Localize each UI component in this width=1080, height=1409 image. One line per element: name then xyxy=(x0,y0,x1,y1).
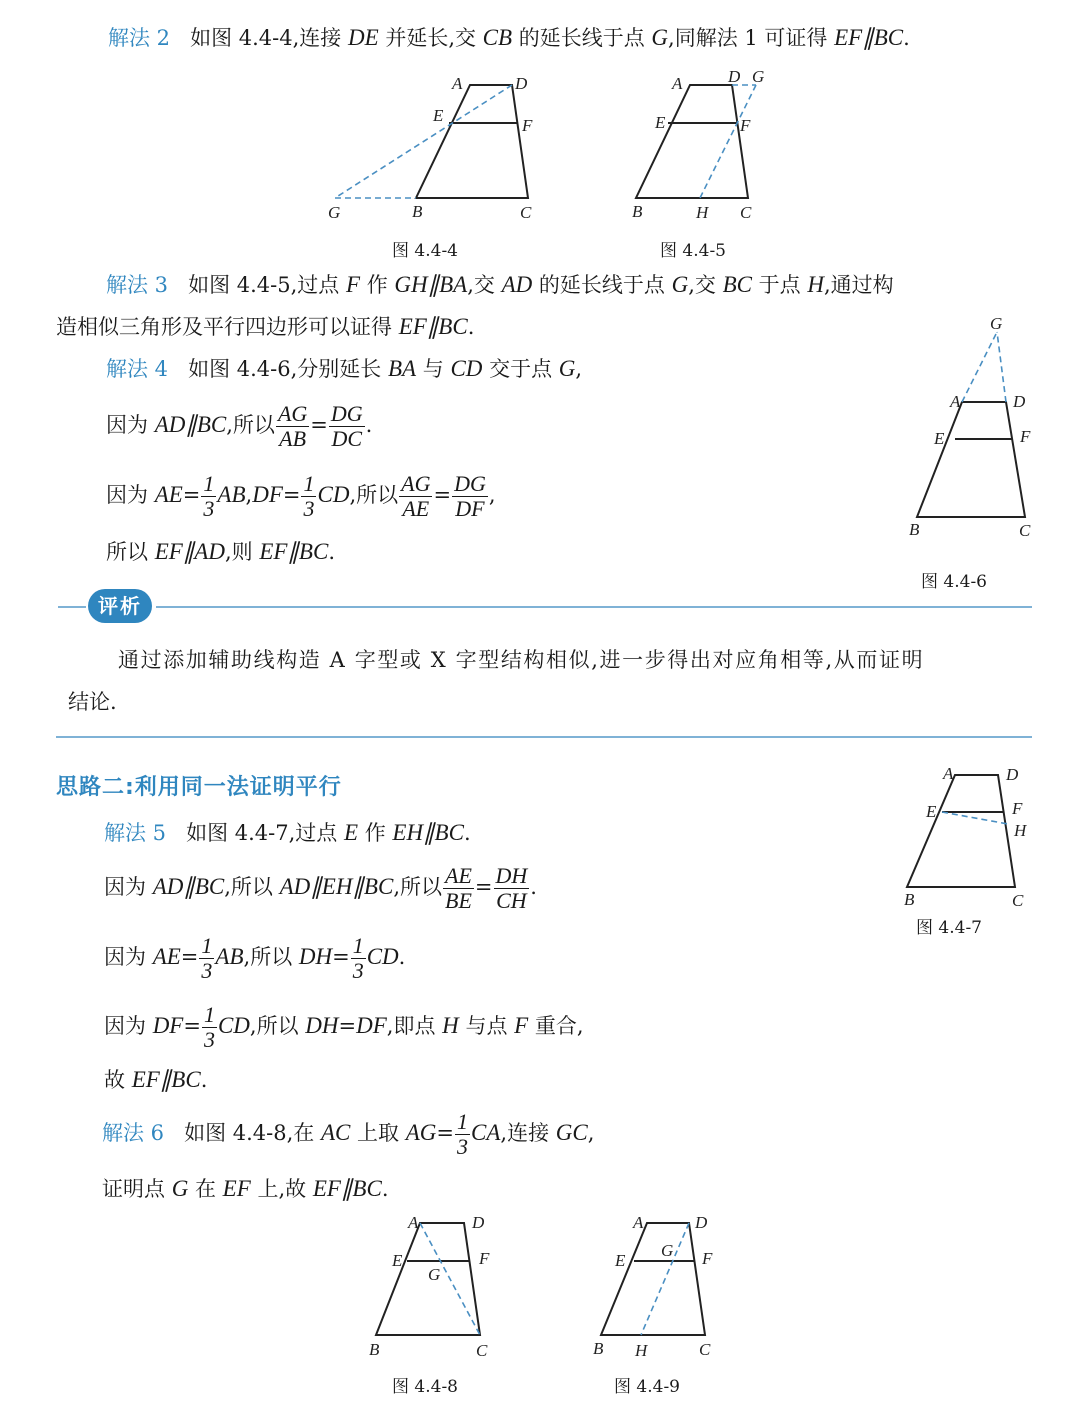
text: 因为 xyxy=(104,945,153,969)
text: 作 xyxy=(358,821,393,845)
label-b: B xyxy=(593,1339,604,1358)
figure-caption: 图 4.4-6 xyxy=(921,572,987,592)
math: G xyxy=(171,1176,189,1201)
label-a: A xyxy=(943,764,954,783)
label-c: C xyxy=(1019,521,1031,540)
math: G xyxy=(651,25,669,50)
label-g: G xyxy=(428,1265,441,1284)
math: EF xyxy=(222,1176,251,1201)
text: ,所以 xyxy=(224,875,280,899)
math: DE xyxy=(347,25,379,50)
label-b: B xyxy=(904,890,915,909)
text: , xyxy=(245,483,253,507)
math: CD xyxy=(217,1013,250,1038)
figure-4-4 xyxy=(320,70,550,230)
math: AB xyxy=(217,482,246,507)
label-h: H xyxy=(1014,821,1027,840)
numerator: 1 xyxy=(303,471,315,496)
text: 与 xyxy=(416,357,451,381)
label-h: H xyxy=(696,203,709,222)
fraction xyxy=(201,472,216,521)
text: 故 xyxy=(104,1068,132,1092)
math: GH∥BA xyxy=(394,272,468,297)
text: . xyxy=(328,540,335,564)
text: . xyxy=(903,26,910,50)
label-f: F xyxy=(1012,799,1023,818)
solution-4-line-4 xyxy=(106,538,335,566)
text: . xyxy=(200,1068,208,1092)
math: BC xyxy=(722,272,752,297)
label-f: F xyxy=(522,116,533,135)
text: 的延长线于点 xyxy=(512,26,652,50)
text: 上取 xyxy=(350,1121,406,1145)
text: 因为 xyxy=(106,483,155,507)
figure-4-5 xyxy=(620,70,780,230)
fraction xyxy=(399,472,432,521)
math: EF∥BC xyxy=(834,25,904,50)
math: DF xyxy=(356,1013,387,1038)
text: 如图 4.4-8,在 xyxy=(184,1121,321,1145)
math: DF xyxy=(152,1013,184,1038)
denominator: 3 xyxy=(303,496,315,521)
math: AD∥BC xyxy=(152,874,225,899)
text: . xyxy=(365,413,373,437)
solution-2-line xyxy=(108,24,910,52)
label-b: B xyxy=(909,520,920,539)
math: AD∥BC xyxy=(154,412,227,437)
text: . xyxy=(467,315,475,339)
divider xyxy=(56,736,1032,738)
math: CA xyxy=(471,1120,501,1145)
text: , xyxy=(575,357,583,381)
text: ,则 xyxy=(224,540,260,564)
label-a: A xyxy=(452,74,463,93)
equals: = xyxy=(436,1121,454,1145)
equals: = xyxy=(282,483,301,507)
solution-6-line-2 xyxy=(102,1175,389,1203)
text: ,交 xyxy=(467,273,502,297)
label-e: E xyxy=(615,1251,626,1270)
math: DH xyxy=(298,944,333,969)
label-f: F xyxy=(479,1249,490,1268)
label-d: D xyxy=(695,1213,708,1232)
label-a: A xyxy=(950,392,961,411)
solution-4-line-2 xyxy=(106,400,372,451)
text: 证明点 xyxy=(102,1177,172,1201)
text: . xyxy=(398,945,406,969)
math: AC xyxy=(320,1120,351,1145)
math: H xyxy=(442,1013,459,1038)
fraction xyxy=(301,472,316,521)
text: . xyxy=(381,1177,389,1201)
math: G xyxy=(558,356,576,381)
text: 因为 xyxy=(106,413,155,437)
solution-5-line-2 xyxy=(104,862,537,913)
trapezoid xyxy=(917,402,1025,517)
text: 造相似三角形及平行四边形可以证得 xyxy=(56,315,399,339)
math: G xyxy=(671,272,689,297)
solution-tag: 解法 2 xyxy=(108,26,171,50)
trapezoid xyxy=(416,85,528,198)
solution-4-line xyxy=(106,355,582,383)
label-e: E xyxy=(934,429,945,448)
math: AD xyxy=(501,272,533,297)
numerator: AG xyxy=(277,401,308,426)
text: 因为 xyxy=(104,875,153,899)
label-f: F xyxy=(1020,427,1031,446)
text: 并延长,交 xyxy=(378,26,483,50)
math: AE xyxy=(152,944,181,969)
solution-5-line-5 xyxy=(104,1066,207,1094)
figure-4-7 xyxy=(895,760,1045,910)
fraction xyxy=(351,934,366,983)
denominator: CH xyxy=(496,888,527,913)
label-d: D xyxy=(472,1213,485,1232)
label-a: A xyxy=(672,74,683,93)
figure-caption: 图 4.4-5 xyxy=(660,241,726,261)
text: 的延长线于点 xyxy=(532,273,672,297)
text: ,即点 xyxy=(386,1014,443,1038)
equals: = xyxy=(338,1014,357,1038)
figure-4-9 xyxy=(585,1210,735,1360)
numerator: 1 xyxy=(201,933,213,958)
text: , xyxy=(488,483,496,507)
math: EF∥BC xyxy=(312,1176,382,1201)
label-b: B xyxy=(412,202,423,221)
fraction xyxy=(329,402,365,451)
label-a: A xyxy=(408,1213,419,1232)
text: . xyxy=(530,875,537,899)
figure-caption: 图 4.4-8 xyxy=(392,1377,458,1397)
figure-caption: 图 4.4-7 xyxy=(916,918,982,938)
numerator: DH xyxy=(495,863,528,888)
dashed-line-gh xyxy=(700,85,756,198)
text: 如图 4.4-5,过点 xyxy=(188,273,346,297)
text: 重合, xyxy=(528,1014,584,1038)
text: 如图 4.4-4,连接 xyxy=(190,26,348,50)
label-e: E xyxy=(926,802,937,821)
math: CB xyxy=(482,25,513,50)
fraction xyxy=(443,864,474,913)
equals: = xyxy=(182,483,201,507)
label-g: G xyxy=(752,70,765,86)
label-f: F xyxy=(702,1249,713,1268)
label-b: B xyxy=(632,202,643,221)
math: CD xyxy=(317,482,350,507)
label-g: G xyxy=(328,203,341,222)
dashed-line-dh xyxy=(641,1223,689,1335)
math: AB xyxy=(215,944,244,969)
equals: = xyxy=(332,945,350,969)
denominator: 3 xyxy=(457,1134,468,1159)
label-f: F xyxy=(740,116,751,135)
figure-4-8 xyxy=(360,1210,510,1360)
numerator: DG xyxy=(454,471,486,496)
numerator: AG xyxy=(401,471,431,496)
solution-5-line-3 xyxy=(104,932,405,983)
denominator: DC xyxy=(331,426,363,451)
label-c: C xyxy=(740,203,752,222)
denominator: DF xyxy=(455,496,485,521)
text: ,所以 xyxy=(349,483,399,507)
equals: = xyxy=(180,945,199,969)
math: EH∥BC xyxy=(392,820,464,845)
text: ,通过构 xyxy=(823,273,894,297)
label-d: D xyxy=(728,70,741,86)
denominator: 3 xyxy=(203,496,215,521)
solution-tag: 解法 3 xyxy=(106,273,169,297)
divider xyxy=(58,606,86,608)
math: F xyxy=(345,272,361,297)
text: ,连接 xyxy=(500,1121,556,1145)
numerator: 1 xyxy=(352,933,364,958)
text: 在 xyxy=(188,1177,223,1201)
text: ,所以 xyxy=(393,875,443,899)
label-b: B xyxy=(369,1340,380,1359)
solution-3-line-2 xyxy=(56,313,474,341)
solution-5-line xyxy=(104,819,471,847)
math: EF∥BC xyxy=(259,539,329,564)
solution-tag: 解法 4 xyxy=(106,357,169,381)
fraction xyxy=(199,934,214,983)
label-c: C xyxy=(476,1341,488,1360)
numerator: 1 xyxy=(457,1109,468,1134)
trapezoid xyxy=(636,85,748,198)
math: H xyxy=(807,272,824,297)
denominator: AB xyxy=(279,426,307,451)
solution-tag: 解法 5 xyxy=(104,821,167,845)
fraction xyxy=(494,864,530,913)
equals: = xyxy=(474,875,493,899)
label-c: C xyxy=(699,1340,711,1359)
fraction xyxy=(455,1110,470,1159)
text: . xyxy=(463,821,471,845)
math: DH xyxy=(305,1013,339,1038)
numerator: DG xyxy=(330,401,363,426)
fraction xyxy=(452,472,488,521)
numerator: 1 xyxy=(203,1002,215,1027)
label-c: C xyxy=(1012,891,1024,910)
label-g: G xyxy=(990,314,1003,333)
label-d: D xyxy=(1013,392,1026,411)
math: AD∥EH∥BC xyxy=(279,874,394,899)
label-g: G xyxy=(661,1241,674,1260)
trapezoid xyxy=(601,1223,705,1335)
math: EF∥BC xyxy=(131,1067,201,1092)
text: 如图 4.4-7,过点 xyxy=(186,821,344,845)
solution-5-line-4 xyxy=(104,1001,584,1052)
label-h: H xyxy=(635,1341,648,1360)
text: ,所以 xyxy=(226,413,275,437)
math: E xyxy=(343,820,359,845)
math: CD xyxy=(450,356,483,381)
equals: = xyxy=(433,483,452,507)
label-e: E xyxy=(655,113,666,132)
denominator: 3 xyxy=(203,1027,215,1052)
label-d: D xyxy=(1006,765,1019,784)
math: BA xyxy=(387,356,417,381)
text: 与点 xyxy=(458,1014,515,1038)
math: GC xyxy=(555,1120,588,1145)
numerator: AE xyxy=(445,863,472,888)
figure-caption: 图 4.4-4 xyxy=(392,241,458,261)
math: F xyxy=(514,1013,529,1038)
text: ,交 xyxy=(688,273,723,297)
text: ,同解法 1 可证得 xyxy=(668,26,835,50)
label-e: E xyxy=(433,106,444,125)
section-title: 思路二:利用同一法证明平行 xyxy=(56,775,342,800)
solution-6-line xyxy=(102,1108,594,1159)
fraction xyxy=(276,402,309,451)
text: 因为 xyxy=(104,1014,153,1038)
numerator: 1 xyxy=(203,471,215,496)
text: ,所以 xyxy=(249,1014,306,1038)
denominator: AE xyxy=(402,496,430,521)
dashed-line-dg xyxy=(997,332,1006,402)
text: ,所以 xyxy=(243,945,299,969)
math: AG xyxy=(405,1120,437,1145)
text: 于点 xyxy=(751,273,808,297)
label-c: C xyxy=(520,203,532,222)
figure-caption: 图 4.4-9 xyxy=(614,1377,680,1397)
label-d: D xyxy=(515,74,528,93)
dashed-line-eh xyxy=(942,812,1008,824)
text: 交于点 xyxy=(482,357,559,381)
fraction xyxy=(202,1003,217,1052)
denominator: BE xyxy=(445,888,472,913)
solution-tag: 解法 6 xyxy=(102,1121,165,1145)
review-text: 通过添加辅助线构造 A 字型或 X 字型结构相似,进一步得出对应角相等,从而证明 xyxy=(118,648,925,672)
review-text: 结论. xyxy=(68,690,117,714)
math: EF∥BC xyxy=(398,314,468,339)
text: 上,故 xyxy=(250,1177,313,1201)
denominator: 3 xyxy=(352,958,364,983)
math: DF xyxy=(252,482,283,507)
trapezoid xyxy=(907,775,1015,887)
text: 如图 4.4-6,分别延长 xyxy=(188,357,388,381)
label-e: E xyxy=(392,1251,403,1270)
text: 作 xyxy=(360,273,395,297)
denominator: 3 xyxy=(201,958,213,983)
math: AE xyxy=(154,482,183,507)
label-a: A xyxy=(633,1213,644,1232)
divider xyxy=(156,606,1032,608)
solution-4-line-3 xyxy=(106,470,496,521)
math: CD xyxy=(366,944,399,969)
figure-4-6 xyxy=(900,310,1050,550)
dashed-line-ag xyxy=(962,332,997,402)
text: 所以 xyxy=(106,540,155,564)
math: EF∥AD xyxy=(154,539,225,564)
solution-3-line xyxy=(106,271,894,299)
text: , xyxy=(587,1121,595,1145)
review-badge: 评析 xyxy=(88,589,152,623)
equals: = xyxy=(310,413,328,437)
equals: = xyxy=(183,1014,201,1038)
